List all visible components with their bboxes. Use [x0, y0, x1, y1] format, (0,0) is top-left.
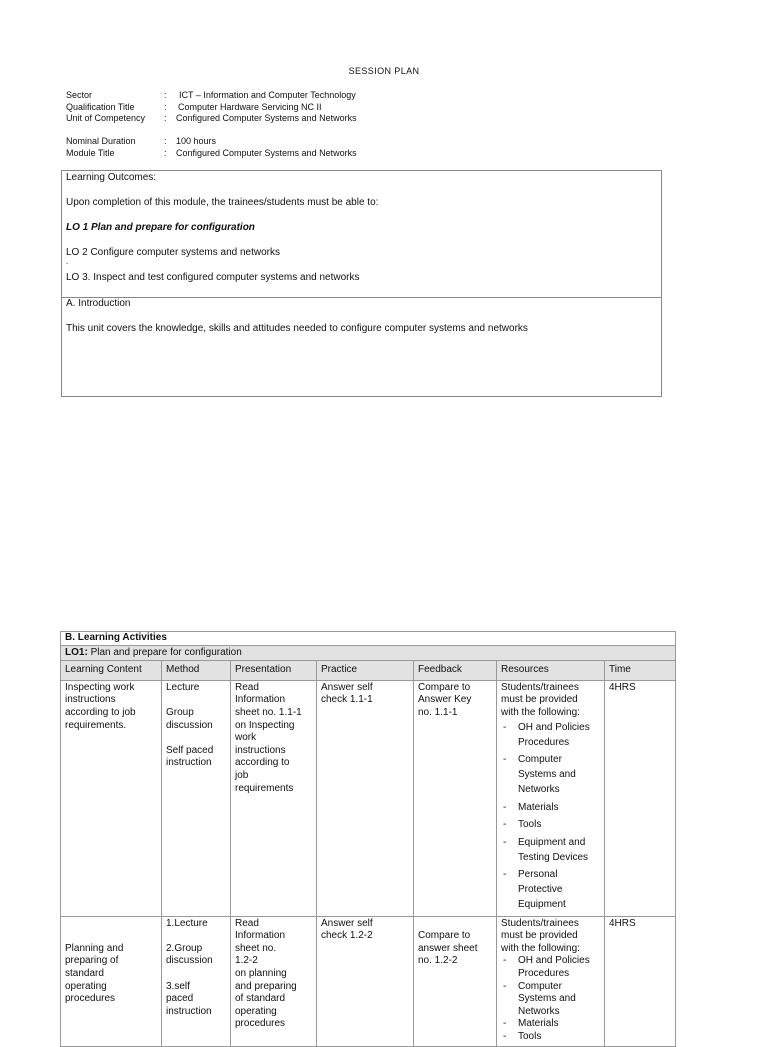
meta-row-unit [66, 113, 357, 125]
resource-line: Systems and [518, 769, 576, 781]
content-line: instructions [65, 694, 116, 706]
method-line: discussion [166, 719, 213, 731]
resource-line: Systems and [518, 993, 576, 1005]
stray-dot: . [66, 257, 69, 266]
meta-label: Unit of Competency [66, 113, 146, 123]
feedback-line: Answer Key [418, 694, 472, 706]
learning-outcomes-section [62, 171, 661, 298]
cell-method [162, 680, 231, 916]
method-line: 2.Group [166, 942, 203, 954]
feedback-line: answer sheet [418, 942, 478, 954]
resources-intro-line: Students/trainees [501, 917, 579, 929]
presentation-line: sheet no. [235, 942, 277, 954]
presentation-line: job [235, 769, 249, 781]
spacer [166, 968, 226, 981]
cell-presentation [231, 680, 317, 916]
presentation-line: on Inspecting [235, 719, 295, 731]
presentation-line: Information [235, 930, 286, 942]
resource-line: - Materials [518, 801, 559, 813]
presentation-line: instructions [235, 744, 286, 756]
presentation-line: and preparing [235, 980, 297, 992]
cell-practice [317, 916, 414, 1046]
presentation-line: of standard [235, 993, 286, 1005]
method-line: 1.Lecture [166, 917, 208, 929]
resource-line: - Tools [518, 1030, 542, 1042]
meta-value: 100 hours [176, 136, 217, 146]
content-line: preparing of [65, 955, 119, 967]
presentation-line: sheet no. 1.1-1 [235, 706, 302, 718]
meta-value: Configured Computer Systems and Networks [176, 147, 357, 158]
activity-rows [61, 680, 676, 1046]
content-line: procedures [65, 993, 116, 1005]
feedback-line: Compare to [418, 930, 471, 942]
cell-feedback [414, 680, 497, 916]
method-line: discussion [166, 955, 213, 967]
meta-colon: : [164, 101, 167, 112]
method-line: Lecture [166, 681, 200, 693]
presentation-line: on planning [235, 967, 287, 979]
resources-intro-line: with the following: [501, 706, 580, 718]
spacer [166, 732, 226, 745]
resource-line: - OH and Policies [518, 721, 590, 733]
session-meta [66, 90, 357, 125]
column-header: Feedback [414, 661, 497, 681]
practice-line: check 1.2-2 [321, 930, 373, 942]
learning-outcome-1: LO 1 Plan and prepare for configuration [66, 222, 255, 233]
method-line: paced [166, 993, 194, 1005]
resource-line: Procedures [518, 736, 570, 748]
method-line: Group [166, 706, 194, 718]
cell-content [61, 680, 162, 916]
meta-label: Nominal Duration [66, 136, 136, 146]
spacer [65, 918, 157, 931]
lo-title: Plan and prepare for configuration [90, 646, 242, 658]
resource-line: - Materials [518, 1018, 559, 1030]
resources-list [501, 955, 600, 1043]
column-header: Method [162, 661, 231, 681]
resource-item [501, 955, 600, 980]
learning-outcome-3: LO 3. Inspect and test configured computer systems and networks [66, 272, 360, 283]
presentation-line: requirements [235, 782, 294, 794]
feedback-line: no. 1.1-1 [418, 706, 458, 718]
resource-item [501, 1031, 600, 1044]
practice-line: Answer self [321, 917, 373, 929]
cell-practice [317, 680, 414, 916]
cell-feedback [414, 916, 497, 1046]
lo-title-cell [61, 645, 676, 661]
lo-row [61, 645, 676, 661]
meta-colon: : [164, 136, 167, 146]
resource-line: - OH and Policies [518, 955, 590, 967]
meta-value: Configured Computer Systems and Networks [176, 113, 357, 123]
learning-outcomes-box [61, 170, 662, 397]
cell-content [61, 916, 162, 1046]
cell-presentation [231, 916, 317, 1046]
resource-item [501, 981, 600, 1019]
resource-line: Procedures [518, 967, 570, 979]
column-header: Practice [317, 661, 414, 681]
resource-line: Testing Devices [518, 851, 589, 863]
cell-resources [497, 680, 605, 916]
method-line: instruction [166, 757, 212, 769]
resource-item [501, 817, 600, 832]
resources-intro-line: with the following: [501, 942, 580, 954]
activity-row [61, 680, 676, 916]
resource-line: Networks [518, 784, 560, 796]
feedback-line: no. 1.2-2 [418, 955, 458, 967]
column-header: Time [605, 661, 676, 681]
practice-line: Answer self [321, 681, 373, 693]
activities-heading: B. Learning Activities [61, 632, 676, 646]
meta-colon: : [164, 90, 167, 100]
content-line: according to job [65, 706, 136, 718]
activities-heading-row [61, 632, 676, 646]
learning-outcome-2: LO 2 Configure computer systems and networks [66, 247, 280, 258]
resource-line: - Computer [518, 980, 562, 992]
meta-label: Module Title [66, 147, 115, 158]
meta-row-duration [66, 136, 357, 148]
introduction-heading: A. Introduction [66, 298, 131, 309]
presentation-line: Read [235, 917, 259, 929]
meta-value: ICT – Information and Computer Technology [179, 90, 356, 100]
resource-line: - Personal [518, 869, 558, 881]
content-line: standard [65, 967, 104, 979]
resource-line: - Computer [518, 754, 562, 766]
cell-time: 4HRS [605, 680, 676, 916]
resource-line: Protective [518, 884, 563, 896]
presentation-line: according to [235, 757, 290, 769]
presentation-line: Information [235, 694, 286, 706]
meta-colon: : [164, 147, 167, 158]
learning-outcomes-intro: Upon completion of this module, the trainees/students must be able to: [66, 197, 379, 208]
resource-line: - Equipment and [518, 836, 586, 848]
column-header: Learning Content [61, 661, 162, 681]
resource-item [501, 720, 600, 750]
meta-row-module [66, 148, 357, 160]
column-header-row [61, 661, 676, 681]
introduction-text: This unit covers the knowledge, skills and attitudes needed to configure computer systems and networks [66, 323, 528, 334]
content-line: Inspecting work [65, 681, 135, 693]
cell-resources [497, 916, 605, 1046]
method-line: Self paced [166, 744, 214, 756]
resource-line: Networks [518, 1005, 560, 1017]
resource-line: - Tools [518, 819, 542, 831]
resource-item [501, 1018, 600, 1031]
meta-row-sector [66, 90, 357, 102]
spacer [418, 918, 492, 931]
meta-label: Sector [66, 90, 93, 100]
column-header: Resources [497, 661, 605, 681]
content-line: Planning and [65, 942, 124, 954]
introduction-section [62, 298, 661, 396]
resource-item [501, 867, 600, 912]
method-line: instruction [166, 1005, 212, 1017]
module-meta [66, 136, 357, 159]
spacer [166, 694, 226, 707]
resource-item [501, 835, 600, 865]
lo-prefix: LO1: [65, 646, 88, 658]
resources-list [501, 720, 600, 913]
practice-line: check 1.1-1 [321, 694, 373, 706]
cell-method [162, 916, 231, 1046]
learning-activities-table [60, 631, 676, 1047]
resource-item [501, 752, 600, 797]
feedback-line: Compare to [418, 681, 471, 693]
presentation-line: Read [235, 681, 259, 693]
meta-row-qualification [66, 102, 357, 114]
presentation-line: procedures [235, 1018, 286, 1030]
presentation-line: 1.2-2 [235, 955, 258, 967]
resources-intro-line: Students/trainees [501, 681, 579, 693]
meta-label: Qualification Title [66, 101, 135, 112]
meta-colon: : [164, 113, 167, 123]
content-line: requirements. [65, 719, 127, 731]
column-header: Presentation [231, 661, 317, 681]
resource-item [501, 800, 600, 815]
learning-outcomes-heading: Learning Outcomes: [66, 172, 157, 183]
meta-value: Computer Hardware Servicing NC II [178, 101, 322, 112]
presentation-line: work [235, 732, 257, 744]
activity-row [61, 916, 676, 1046]
content-line: operating [65, 980, 107, 992]
spacer [166, 930, 226, 943]
resources-intro-line: must be provided [501, 930, 578, 942]
presentation-line: operating [235, 1005, 277, 1017]
page-title: SESSION PLAN [348, 66, 420, 76]
method-line: 3.self [166, 980, 190, 992]
spacer [65, 930, 157, 943]
cell-time: 4HRS [605, 916, 676, 1046]
resource-line: Equipment [518, 899, 566, 911]
resources-intro-line: must be provided [501, 694, 578, 706]
